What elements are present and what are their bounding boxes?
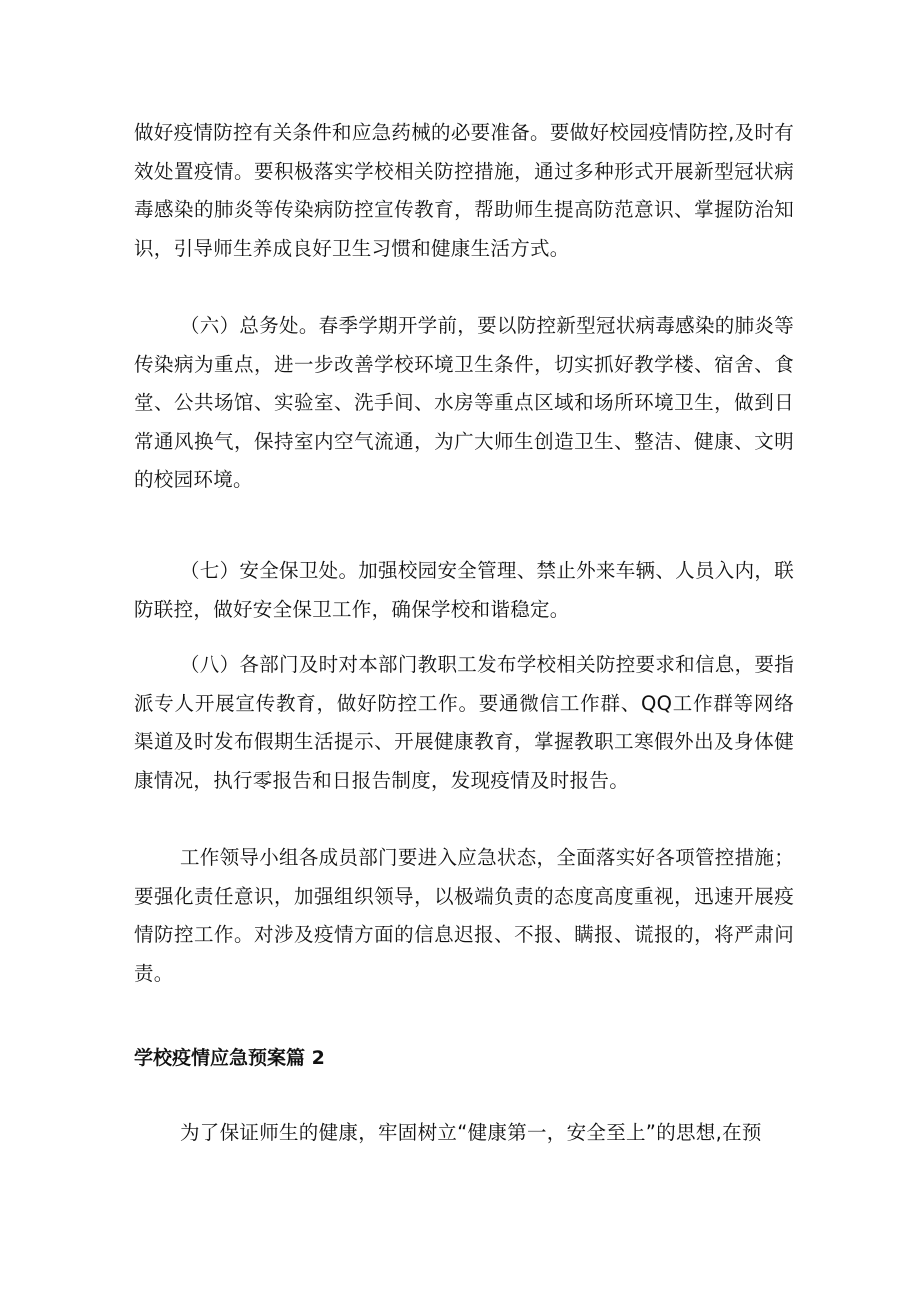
paragraph-intro: 为了保证师生的健康，牢固树立“健康第一，安全至上”的思想,在预 bbox=[180, 1121, 762, 1144]
paragraph-security: （七）安全保卫处。加强校园安全管理、禁止外来车辆、人员入内，联防联控，做好安全保卫工作，确保学校和谐稳定。 bbox=[134, 559, 794, 621]
section-heading: 学校疫情应急预案篇 2 bbox=[134, 1047, 325, 1069]
paragraph-epidemic-prevention: 做好疫情防控有关条件和应急药械的必要准备。要做好校园疫情防控,及时有效处置疫情。要积极落实学校相关防控措施，通过多种形式开展新型冠状病毒感染的肺炎等传染病防控宣传教育，帮助师生提高防范意识、掌握防治知识，引导师生养成良好卫生习惯和健康生活方式。 bbox=[134, 121, 794, 260]
paragraph-departments: （八）各部门及时对本部门教职工发布学校相关防控要求和信息，要指派专人开展宣传教育，做好防控工作。要通微信工作群、QQ工作群等网络渠道及时发布假期生活提示、开展健康教育，掌握教职工寒假外出及身体健康情况，执行零报告和日报告制度，发现疫情及时报告。 bbox=[134, 653, 794, 792]
paragraph-general-affairs: （六）总务处。春季学期开学前，要以防控新型冠状病毒感染的肺炎等传染病为重点，进一步改善学校环境卫生条件，切实抓好教学楼、宿舍、食堂、公共场馆、实验室、洗手间、水房等重点区域和场所环境卫生，做到日常通风换气，保持室内空气流通，为广大师生创造卫生、整洁、健康、文明的校园环境。 bbox=[134, 314, 794, 492]
paragraph-leadership-group: 工作领导小组各成员部门要进入应急状态，全面落实好各项管控措施；要强化责任意识，加强组织领导，以极端负责的态度高度重视，迅速开展疫情防控工作。对涉及疫情方面的信息迟报、不报、瞒报、谎报的，将严肃问责。 bbox=[134, 846, 794, 985]
